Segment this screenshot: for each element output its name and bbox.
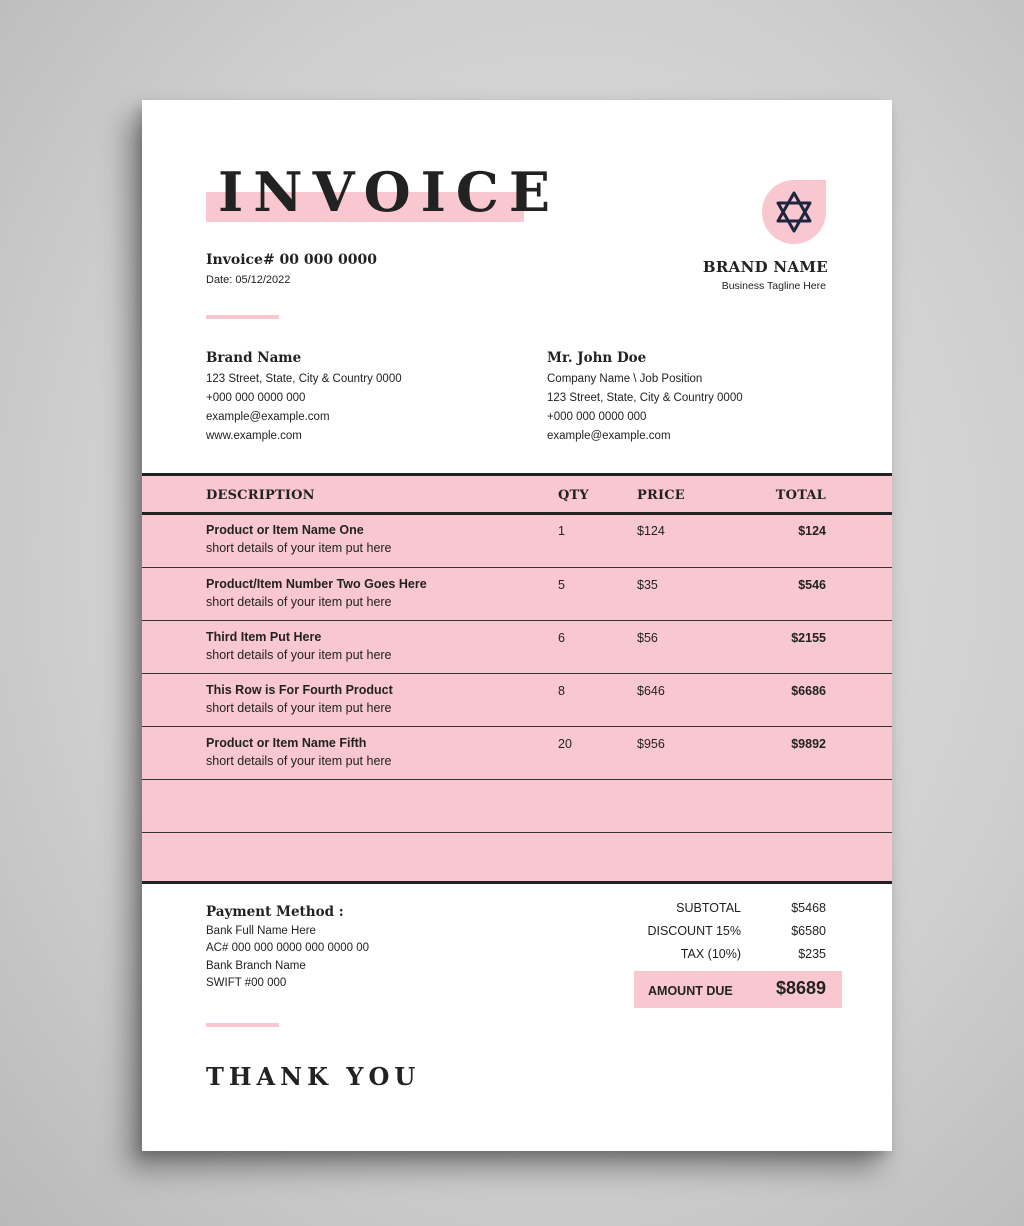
subtotal-label: SUBTOTAL — [676, 901, 741, 915]
item-total: $124 — [798, 524, 826, 538]
header-total: TOTAL — [775, 488, 826, 503]
invoice-number: Invoice# 00 000 0000 — [206, 252, 377, 268]
recipient-name: Mr. John Doe — [547, 350, 647, 366]
item-qty: 20 — [558, 737, 572, 751]
item-total: $2155 — [791, 631, 826, 645]
table-row — [142, 620, 892, 674]
discount-label: DISCOUNT 15% — [647, 924, 741, 938]
header-qty: QTY — [558, 488, 589, 503]
tax-label: TAX (10%) — [680, 947, 741, 961]
item-name: Product or Item Name Fifth — [206, 736, 367, 750]
recipient-details — [547, 349, 743, 446]
brand-tagline: Business Tagline Here — [721, 280, 826, 292]
item-price: $124 — [637, 524, 665, 538]
accent-divider-bottom — [206, 1023, 279, 1027]
recipient-phone: +000 000 0000 000 — [547, 411, 647, 423]
subtotal-value: $5468 — [791, 901, 826, 915]
discount-value: $6580 — [791, 924, 826, 938]
item-qty: 1 — [558, 524, 565, 538]
swift-code: SWIFT #00 000 — [206, 977, 287, 989]
item-qty: 8 — [558, 684, 565, 698]
bank-branch: Bank Branch Name — [206, 959, 306, 972]
bank-name: Bank Full Name Here — [206, 924, 316, 937]
sender-details — [206, 349, 402, 446]
item-total: $546 — [798, 578, 826, 592]
item-details: short details of your item put here — [206, 754, 392, 768]
recipient-address: 123 Street, State, City & Country 0000 — [547, 392, 743, 404]
thank-you-text: THANK YOU — [206, 1062, 421, 1091]
brand-name: BRAND NAME — [702, 258, 828, 276]
empty-table-row — [142, 779, 892, 833]
account-number: AC# 000 000 0000 000 0000 00 — [206, 942, 370, 954]
sender-address: 123 Street, State, City & Country 0000 — [206, 373, 402, 385]
item-price: $956 — [637, 737, 665, 751]
table-row — [142, 567, 892, 621]
header-description: DESCRIPTION — [206, 488, 315, 503]
item-name: This Row is For Fourth Product — [206, 683, 393, 697]
item-details: short details of your item put here — [206, 541, 392, 555]
header-price: PRICE — [637, 488, 685, 503]
empty-table-row — [142, 832, 892, 886]
tax-row — [561, 947, 826, 967]
invoice-page — [142, 100, 892, 1151]
recipient-company: Company Name \ Job Position — [547, 373, 703, 385]
star-of-david-icon — [762, 180, 826, 244]
item-name: Third Item Put Here — [206, 630, 322, 644]
item-total: $6686 — [791, 684, 826, 698]
item-price: $56 — [637, 631, 658, 645]
amount-due-label: AMOUNT DUE — [648, 984, 733, 998]
item-name: Product/Item Number Two Goes Here — [206, 577, 427, 591]
sender-name: Brand Name — [206, 350, 302, 366]
table-bottom-rule — [142, 881, 892, 884]
item-qty: 6 — [558, 631, 565, 645]
item-price: $646 — [637, 684, 665, 698]
item-name: Product or Item Name One — [206, 523, 364, 537]
table-row — [142, 514, 892, 567]
item-details: short details of your item put here — [206, 701, 392, 715]
item-details: short details of your item put here — [206, 595, 392, 609]
sender-website: www.example.com — [206, 430, 302, 442]
amount-due-value: $8689 — [775, 978, 826, 998]
table-row — [142, 726, 892, 780]
item-details: short details of your item put here — [206, 648, 392, 662]
item-price: $35 — [637, 578, 658, 592]
tax-value: $235 — [798, 947, 826, 961]
invoice-date: Date: 05/12/2022 — [206, 274, 291, 286]
sender-email: example@example.com — [206, 411, 330, 423]
subtotal-row — [561, 901, 826, 921]
item-total: $9892 — [791, 737, 826, 751]
accent-divider-top — [206, 315, 279, 319]
invoice-title: INVOICE — [218, 160, 561, 224]
payment-title: Payment Method : — [206, 904, 344, 920]
recipient-email: example@example.com — [547, 430, 671, 442]
table-row — [142, 673, 892, 727]
payment-details — [206, 904, 369, 993]
item-qty: 5 — [558, 578, 565, 592]
table-top-rule — [142, 473, 892, 476]
discount-row — [561, 924, 826, 944]
brand-logo — [762, 180, 826, 244]
sender-phone: +000 000 0000 000 — [206, 392, 306, 404]
